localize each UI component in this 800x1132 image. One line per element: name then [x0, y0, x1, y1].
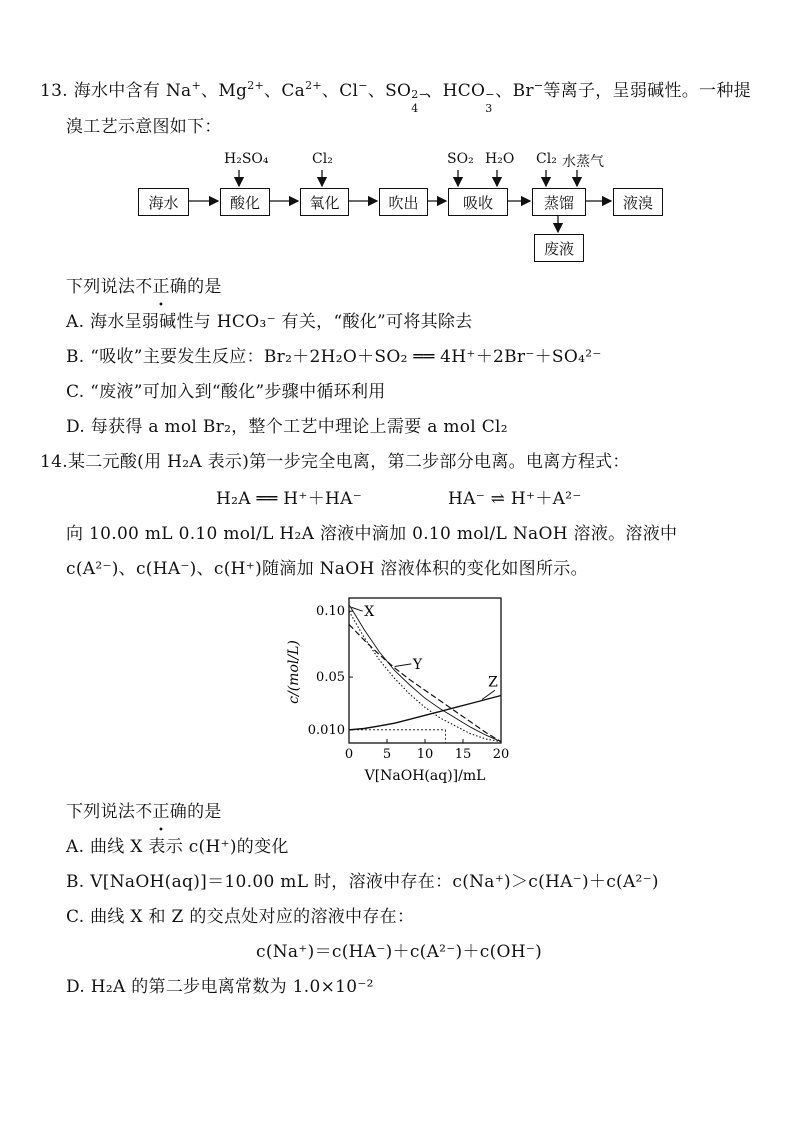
q14-stem1-text: 某二元酸(用 H₂A 表示)第一步完全电离，第二步部分电离。电离方程式：: [67, 452, 630, 472]
sup: −: [358, 79, 368, 92]
ask-c: 的是: [187, 802, 222, 822]
q13-stem-g: 、Br: [495, 81, 534, 101]
sup: −: [533, 79, 544, 92]
reagent-cl2-b: Cl₂: [536, 151, 557, 167]
x-tick-label: 10: [416, 747, 434, 762]
q13-stem-a: 海水中含有 Na: [73, 81, 192, 101]
x-tick-label: 5: [382, 747, 392, 762]
q14-stem1: [40, 447, 630, 472]
box-liquid-bromine: 液溴: [613, 188, 663, 216]
q13-option-c: C. “废液”可加入到“酸化”步骤中循环利用: [66, 382, 386, 402]
x-axis-label: V[NaOH(aq)]/mL: [364, 768, 486, 784]
sub: 4: [411, 102, 419, 115]
flow-arrows: [0, 0, 800, 270]
curve-label-y: Y: [412, 656, 423, 673]
y-tick-label: 0.10: [316, 604, 345, 620]
q14-eq2: HA⁻ ⇌ H⁺＋A²⁻: [448, 489, 582, 509]
q14-number: 14.: [40, 452, 68, 472]
q13-stem-h: 等离子，呈弱碱性。一种提: [543, 81, 751, 101]
sup: −: [485, 88, 495, 101]
y-tick-label: 0.010: [307, 722, 345, 738]
sup: 2+: [247, 79, 265, 92]
box-seawater: 海水: [138, 188, 189, 216]
reagent-so2: SO₂: [447, 151, 474, 167]
y-axis-label: c/(mol/L): [286, 640, 302, 704]
x-tick-label: 15: [454, 747, 472, 762]
q13-stem-d: 、Cl: [321, 81, 359, 101]
box-blowout: 吹出: [379, 188, 428, 216]
curve-label-z: Z: [488, 674, 498, 691]
q13-stem-c: 、Ca: [264, 81, 306, 101]
q13-stem-e: 、SO: [367, 81, 412, 101]
q13-option-d: D. 每获得 a mol Br₂，整个工艺中理论上需要 a mol Cl₂: [66, 417, 508, 437]
box-oxidize: 氧化: [300, 188, 349, 216]
sup: +: [191, 79, 202, 92]
box-waste-liquid: 废液: [534, 234, 584, 262]
curve-labels: [351, 604, 498, 699]
q14-stem2: 向 10.00 mL 0.10 mol/L H₂A 溶液中滴加 0.10 mol/L NaOH 溶液。溶液中: [66, 524, 678, 544]
q13-option-a: A. 海水呈弱碱性与 HCO₃⁻ 有关，“酸化”可将其除去: [66, 312, 473, 332]
q13-stem-b: 、Mg: [201, 81, 248, 101]
x-tick-label: 0: [344, 747, 354, 762]
ask-c: 的是: [187, 277, 222, 297]
ask-a: 下列说法: [66, 277, 136, 297]
reagent-cl2: Cl₂: [312, 151, 333, 167]
q13-ask: [66, 272, 222, 297]
q14-option-d: D. H₂A 的第二步电离常数为 1.0×10⁻²: [66, 977, 374, 997]
x-tick-label: 20: [492, 747, 510, 762]
reagent-steam: 水蒸气: [562, 154, 604, 170]
q14-option-b: B. V[NaOH(aq)]＝10.00 mL 时，溶液中存在：c(Na⁺)＞c(HA⁻)＋c(A²⁻): [66, 872, 659, 892]
q14-ask: [66, 797, 222, 822]
q13-number: 13.: [40, 81, 68, 101]
q14-option-c: C. 曲线 X 和 Z 的交点处对应的溶液中存在：: [66, 907, 415, 927]
label-leader-y: [395, 664, 412, 667]
q13-stem-line2: 溴工艺示意图如下：: [66, 117, 222, 137]
box-distill: 蒸馏: [532, 188, 586, 216]
ask-emphasis: 不正确: [135, 277, 188, 297]
y-tick-label: 0.05: [316, 670, 345, 686]
curve-z: [349, 696, 501, 730]
axis-ticks: [308, 604, 509, 762]
q13-stem-f: 、HCO: [425, 81, 486, 101]
curve-unlabeled: [349, 611, 501, 742]
reagent-h2so4: H₂SO₄: [224, 151, 269, 167]
sup: 2−: [411, 88, 429, 101]
q14-eq1: H₂A ══ H⁺＋HA⁻: [216, 489, 362, 509]
sup: 2+: [305, 79, 322, 92]
box-absorb: 吸收: [448, 188, 508, 216]
sub: 3: [485, 102, 493, 115]
q14-option-a: A. 曲线 X 表示 c(H⁺)的变化: [66, 837, 289, 857]
reagent-h2o: H₂O: [485, 151, 515, 167]
curve-x: [349, 605, 501, 742]
q13-option-b: B. “吸收”主要发生反应：Br₂＋2H₂O＋SO₂ ══ 4H⁺＋2Br⁻＋SO₄²⁻: [66, 347, 602, 367]
q14-option-c-eq: c(Na⁺)＝c(HA⁻)＋c(A²⁻)＋c(OH⁻): [256, 942, 543, 962]
curve-label-x: X: [364, 604, 375, 621]
curve-y: [349, 624, 501, 741]
guide-lines: [349, 730, 446, 743]
curves: [349, 605, 501, 742]
concentration-chart: [270, 590, 540, 790]
ask-emphasis: 不正确: [135, 802, 188, 822]
q14-stem3: c(A²⁻)、c(HA⁻)、c(H⁺)随滴加 NaOH 溶液体积的变化如图所示。: [66, 559, 588, 579]
box-acidify: 酸化: [220, 188, 270, 216]
ask-a: 下列说法: [66, 802, 136, 822]
